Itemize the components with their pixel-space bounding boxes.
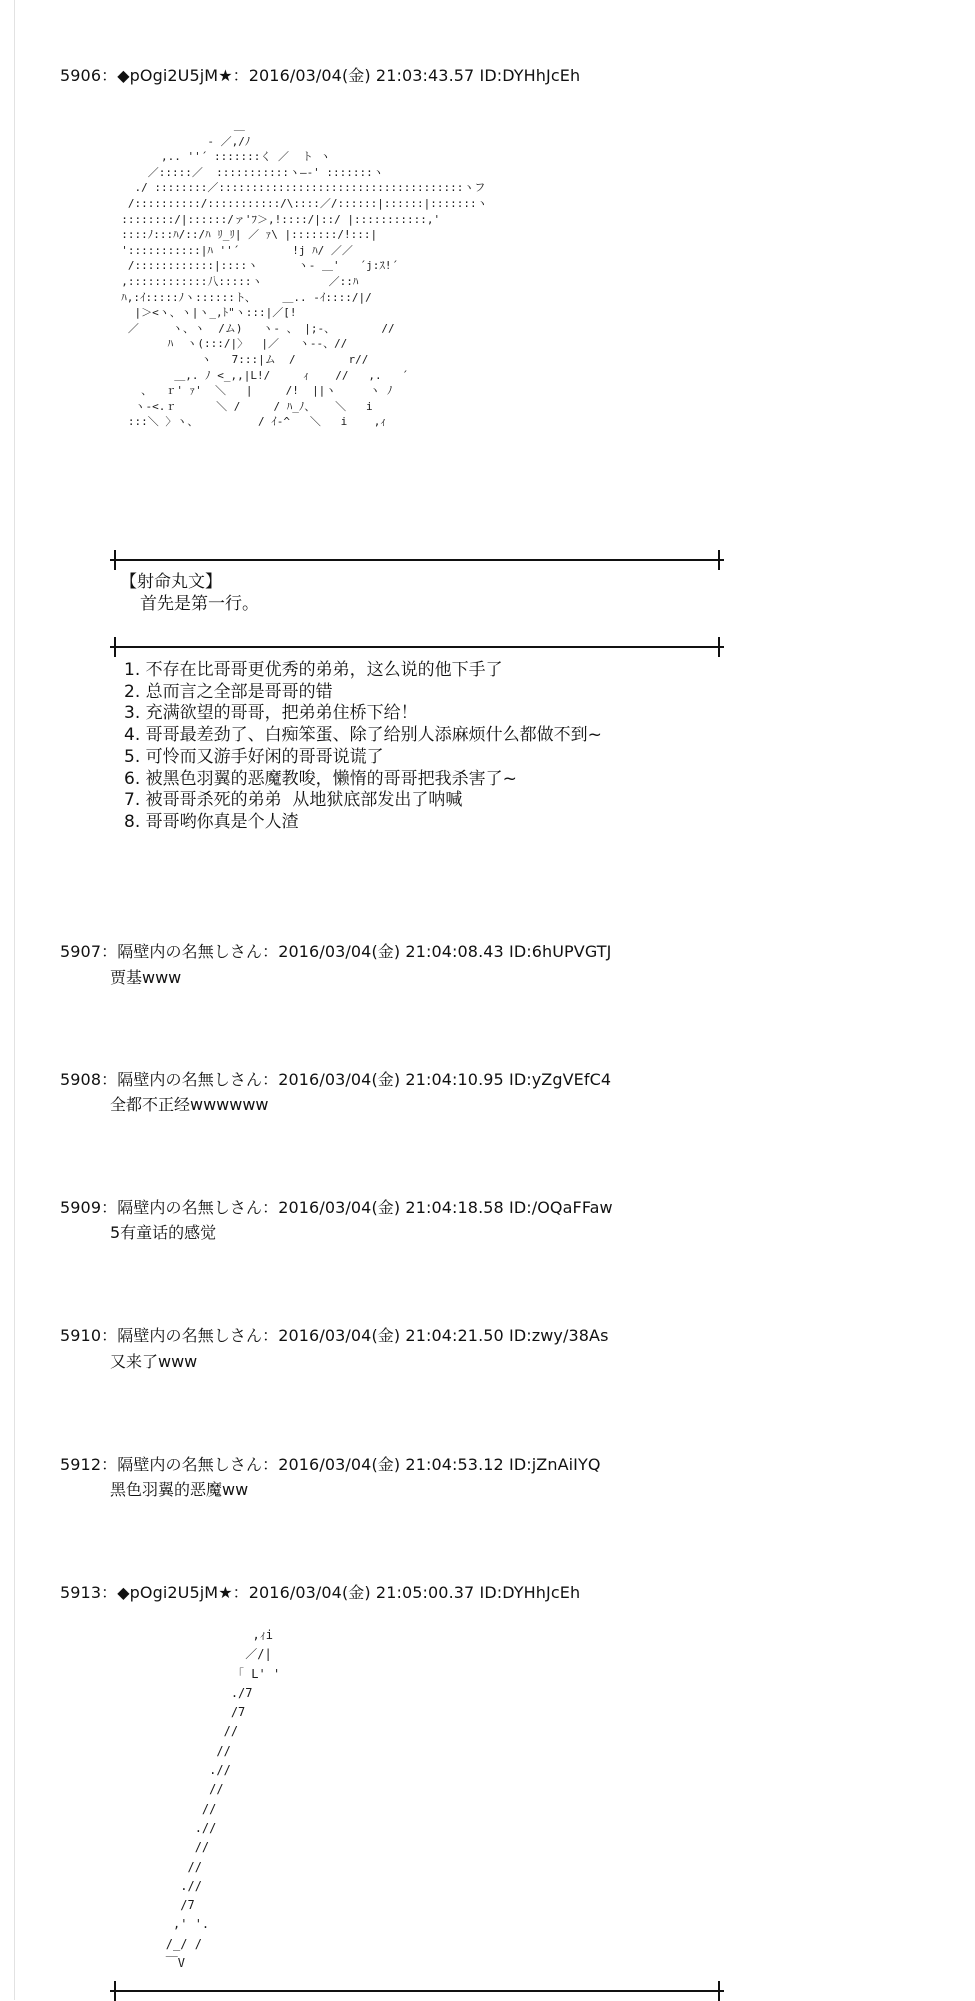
post-body-5908: 全都不正经wwwwww [110, 1095, 269, 1114]
list-item: 8. 哥哥哟你真是个人渣 [124, 811, 299, 832]
list-item: 2. 总而言之全部是哥哥的错 [124, 681, 333, 702]
post-header-5913: 5913：◆pOgi2U5jM★：2016/03/04(金) 21:05:00.37 ID:DYHhJcEh [60, 1583, 581, 1602]
post-body-5907: 贾基www [110, 968, 182, 987]
speaker-label: 【射命丸文】 [120, 572, 222, 592]
list-item: 1. 不存在比哥哥更优秀的弟弟，这么说的他下手了 [124, 660, 503, 680]
post-body-5912: 黑色羽翼的恶魔ww [110, 1480, 249, 1499]
divider-line-footer [110, 1990, 724, 1992]
post-header-5907: 5907：隔壁内の名無しさん：2016/03/04(金) 21:04:08.43 ID:6hUPVGTJ [60, 942, 612, 961]
divider-line-bottom [110, 646, 724, 648]
list-item: 3. 充满欲望的哥哥，把弟弟住桥下给！ [124, 703, 418, 724]
page-border [14, 0, 15, 2000]
post-header-5910: 5910：隔壁内の名無しさん：2016/03/04(金) 21:04:21.50 ID:zwy/38As [60, 1326, 609, 1345]
list-item: 5. 可怜而又游手好闲的哥哥说谎了 [124, 746, 384, 767]
choice-list [124, 660, 602, 834]
list-item: 4. 哥哥最差劲了、白痴笨蛋、除了给别人添麻烦什么都做不到~ [124, 725, 602, 746]
post-header-5906: 5906：◆pOgi2U5jM★：2016/03/04(金) 21:03:43.57 ID:DYHhJcEh [60, 66, 581, 85]
divider-line-top [110, 559, 724, 561]
speaker-line: 首先是第一行。 [140, 594, 259, 614]
post-header-5908: 5908：隔壁内の名無しさん：2016/03/04(金) 21:04:10.95 ID:yZgVEfC4 [60, 1070, 612, 1089]
post-header-5909: 5909：隔壁内の名無しさん：2016/03/04(金) 21:04:18.58 ID:/OQaFFaw [60, 1198, 613, 1217]
post-body-5909: 5有童话的感觉 [110, 1223, 217, 1242]
list-item: 6. 被黑色羽翼的恶魔教唆，懒惰的哥哥把我杀害了~ [124, 768, 517, 789]
list-item: 7. 被哥哥杀死的弟弟 从地狱底部发出了呐喊 [124, 790, 463, 811]
post-body-5910: 又来了www [110, 1352, 198, 1371]
post-header-5912: 5912：隔壁内の名無しさん：2016/03/04(金) 21:04:53.12 ID:jZnAiIYQ [60, 1455, 601, 1474]
ascii-art-sword: ,ｨi ／/| ｢ L' ' ./7 /7 // // .// // // .// // // .// /7 ,' '. /_/ / ￣V [165, 1628, 281, 1971]
ascii-art-character: ＿ ‐ ／,/ﾉ ,.. ''´ :::::::く ／ ト ヽ ／:::::／ :::::::::::ヽ―-' :::::::ヽ ./ ::::::::／:::::::::::::::::::::::::::::::::::::ヽフ /::::::::::/:::::::::::/\::::／/::::::|::::::|:::::::ヽ ::::::::/|::::::/ァ'ﾌ＞,!::::/|::/ |:::::::::::,' ::::ﾉ:::ﾊ/::/ﾊ ﾘ_ﾘ| ／ ｧ\ |:::::::/!:::| ':::::::::::|ﾊ ''´ !j ﾊ/ ／／ /::::::::::::|::::ヽ ヽ- ＿' ´j:ｽ!´ ,::::::::::::八:::::ヽ ／::ﾊ ﾊ,:ｲ:::::ﾉヽ::::::ト、 ＿.. -ｲ::::/|/ |＞<ヽ、ヽ|ヽ_,ﾄ"ヽ:::|／[! ／ ヽ、ヽ /ム) ヽ- 、 |;-、 // ﾊ ヽ(:::/|〉 |／ ヽ--、// ヽ 7:::|ム / r// ＿,. ﾉ <_,,|L!/ ｨ // ,. ´ 、 ｒ' ｧ' ＼ | /! ||ヽ ヽ ﾉ ヽ-<.ｒ ＼ / / ﾊ_ﾉ、 ＼ i :::＼ 〉ヽ、 / ｲ-^ ＼ i ,ｨ [121, 119, 488, 429]
